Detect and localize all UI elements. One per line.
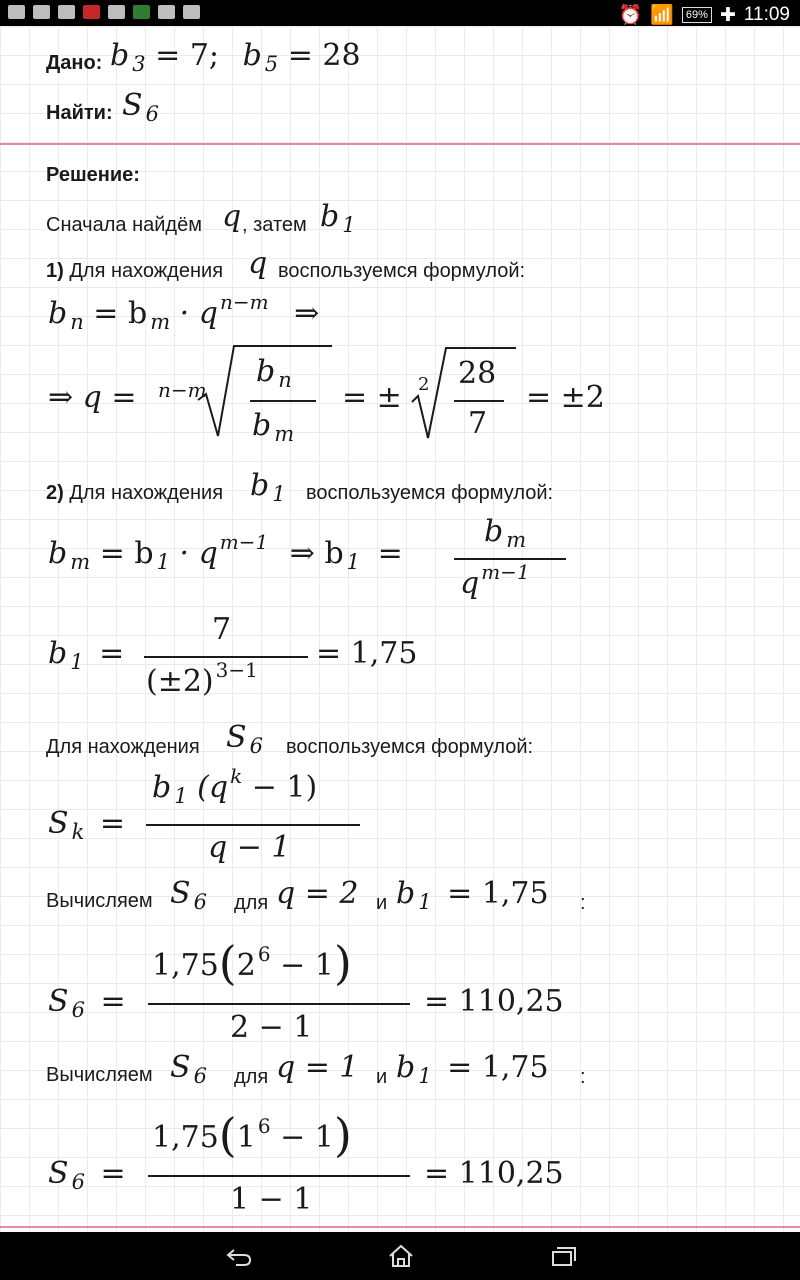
root1-fraction-line: [250, 400, 316, 402]
solution-heading: Решение:: [46, 164, 140, 186]
home-button[interactable]: [386, 1241, 416, 1271]
f5-numerator: b $_1$ (q $^k$ − 1): [152, 764, 318, 808]
calc2-for: для: [234, 1066, 269, 1088]
calc1-colon: :: [580, 892, 586, 914]
grid-paper: [0, 26, 800, 1232]
calc2-and: и: [376, 1066, 388, 1088]
root2-denominator: 7: [468, 406, 488, 441]
step2-tail: воспользуемся формулой:: [306, 482, 554, 504]
f7-result: = 110,25: [424, 1156, 564, 1191]
keyboard-icon: [33, 5, 50, 19]
bottom-margin-line: [0, 1226, 800, 1228]
formula-q-lead: ⇒ q =: [48, 380, 137, 415]
f4-result: = 1,75: [316, 636, 418, 671]
calc2-b1: b $_1$ = 1,75: [396, 1050, 549, 1088]
battery-icon: ✚: [719, 4, 736, 26]
recent-apps-icon: [550, 1245, 576, 1267]
calc2-s6: S $_6$: [170, 1050, 207, 1088]
s6-text: Для нахождения: [46, 736, 200, 758]
step2-b1: b $_1$: [250, 468, 286, 506]
root-index-nm: n−m: [158, 378, 207, 402]
navigation-bar: [0, 1232, 800, 1280]
battery-level: 69%: [682, 7, 712, 23]
f6-numerator: 1,75(2 $^6$ − 1): [152, 936, 352, 990]
formula-q-eq: = ±: [342, 380, 402, 415]
f7-fraction-line: [148, 1175, 410, 1177]
formula-q-result: = ±2: [526, 380, 605, 415]
formula-geometric-term: b $_n$ = b $_m$ · q $^{n-m}$ ⇒: [48, 290, 320, 334]
root2-fraction-line: [454, 400, 504, 402]
chat-icon: [108, 5, 125, 19]
calc1-for: для: [234, 892, 269, 914]
back-icon: [226, 1246, 252, 1266]
shield-icon: [133, 5, 150, 19]
s6-tail: воспользуемся формулой:: [286, 736, 534, 758]
calc1-s6: S $_6$: [170, 876, 207, 914]
s6-symbol: S $_6$: [226, 720, 263, 758]
root1-denominator: b $_m$: [252, 408, 295, 446]
step1-q: q: [248, 246, 268, 281]
f4-numerator: 7: [212, 612, 232, 647]
f3-numerator: b $_m$: [484, 514, 527, 552]
calc1-b1: b $_1$ = 1,75: [396, 876, 549, 914]
image-icon: [8, 5, 25, 19]
recent-apps-button[interactable]: [548, 1241, 578, 1271]
find-formula: S $_6$: [122, 88, 159, 126]
step2-text: 2) Для нахождения: [46, 482, 224, 504]
given-formula: b $_3$ = 7; b $_5$ = 28: [110, 38, 361, 76]
calc1-text: Вычисляем: [46, 890, 153, 912]
calc1-and: и: [376, 892, 388, 914]
find-label: Найти:: [46, 102, 113, 124]
back-button[interactable]: [224, 1241, 254, 1271]
root2-numerator: 28: [458, 356, 497, 391]
margin-line: [0, 143, 800, 145]
f5-denominator: q − 1: [208, 830, 291, 865]
intro-q: q: [222, 199, 242, 234]
given-label: Дано:: [46, 52, 103, 74]
intro-b1: b $_1$: [320, 199, 356, 237]
f6-result: = 110,25: [424, 984, 564, 1019]
step1-tail: воспользуемся формулой:: [278, 260, 526, 282]
f5-fraction-line: [146, 824, 360, 826]
f6-denominator: 2 − 1: [230, 1010, 313, 1045]
calc2-text: Вычисляем: [46, 1064, 153, 1086]
calc2-colon: :: [580, 1066, 586, 1088]
status-bar: [0, 0, 800, 26]
calc1-cond: q = 2: [276, 876, 359, 911]
step1-text: 1) Для нахождения: [46, 260, 224, 282]
f4-denominator: (±2) $^{3-1}$: [146, 658, 258, 699]
alert-icon: [83, 5, 100, 19]
home-icon: [388, 1244, 414, 1268]
formula-b1-value: b $_1$ =: [48, 636, 125, 674]
clock-time: 11:09: [743, 4, 790, 25]
intro-text-a: Сначала найдём: [46, 214, 202, 236]
keyboard-icon: [158, 5, 175, 19]
formula-b1-derivation: b $_m$ = b $_1$ · q $^{m-1}$ ⇒ b $_1$ =: [48, 530, 403, 574]
root-index-2: 2: [418, 374, 430, 395]
f6-fraction-line: [148, 1003, 410, 1005]
clock-icon: ⏰: [618, 5, 643, 26]
root1-numerator: b $_n$: [256, 354, 292, 392]
bag-icon: [183, 5, 200, 19]
f7-denominator: 1 − 1: [230, 1182, 313, 1217]
calc2-cond: q = 1: [276, 1050, 359, 1085]
f3-denominator: q $^{m-1}$: [460, 560, 530, 601]
formula-s6-q2: S $_6$ =: [48, 984, 126, 1022]
notification-icons: [8, 5, 200, 19]
copy-icon: [58, 5, 75, 19]
formula-s6-q1: S $_6$ =: [48, 1156, 126, 1194]
formula-sum: S $_k$ =: [48, 806, 125, 844]
f7-numerator: 1,75(1 $^6$ − 1): [152, 1108, 352, 1162]
intro-text-b: , затем: [242, 214, 307, 236]
wifi-icon: 📶: [650, 5, 674, 26]
